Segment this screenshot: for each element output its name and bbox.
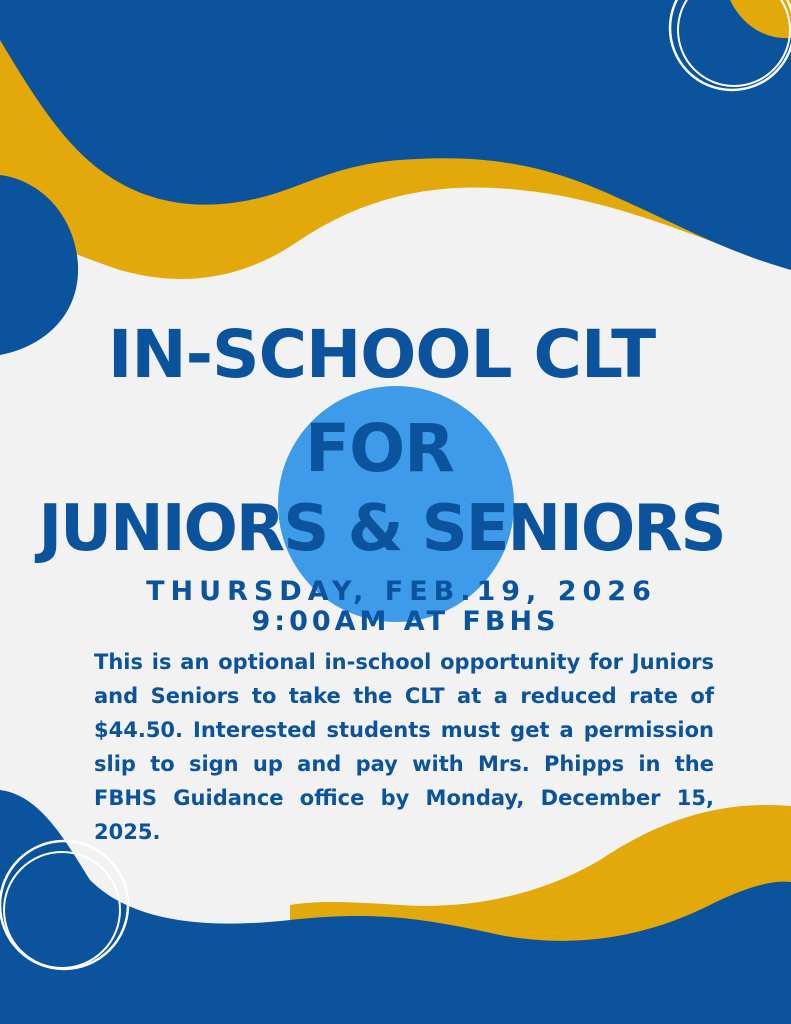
event-time-place: 9:00AM AT FBHS [251,606,560,637]
event-description: This is an optional in-school opportunity for Juniors and Seniors to take the CLT at a reduced rate of $44.50. Interested students must get a permission slip to sign up and pay with Mrs. Phipps in the FBHS Guidance office by Monday, December 15, 2025. [94,650,714,844]
headline-line-2: FOR [304,410,454,487]
headline-line-3: JUNIORS & SENIORS [38,492,725,566]
event-date: THURSDAY, FEB.19, 2026 [146,576,657,607]
headline-line-1: IN-SCHOOL CLT [107,316,656,393]
